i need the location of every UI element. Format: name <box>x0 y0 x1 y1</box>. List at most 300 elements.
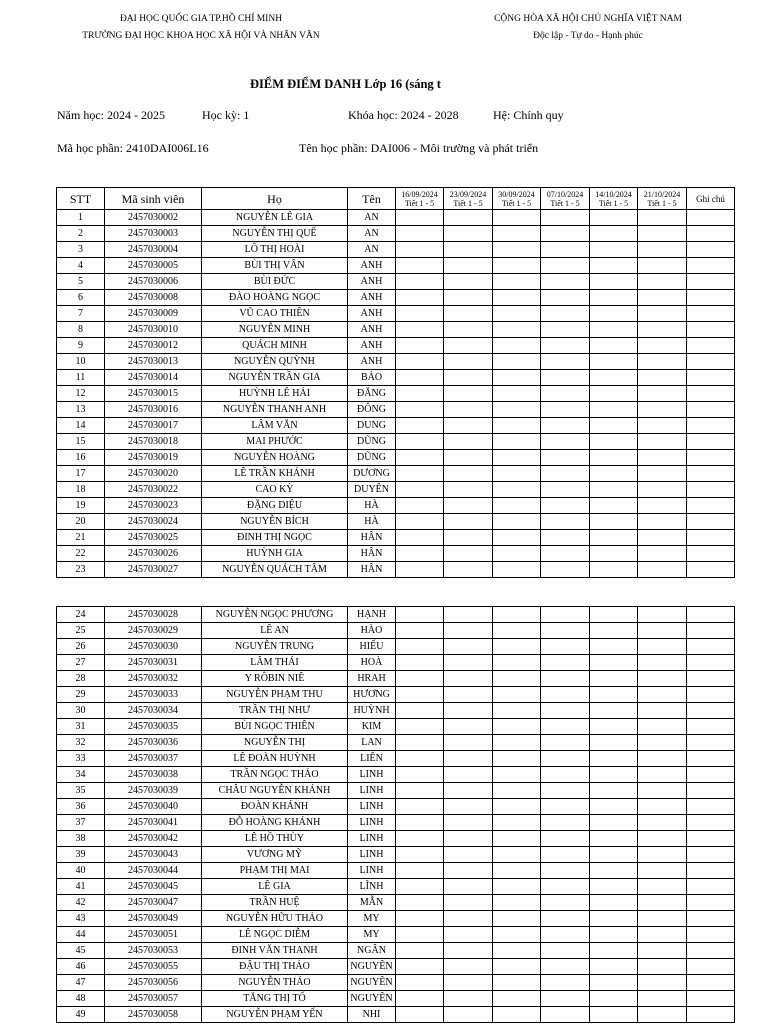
attendance-cell <box>638 258 687 274</box>
semester: Học kỳ: 1 <box>202 108 250 122</box>
attendance-cell <box>444 815 493 831</box>
last-name-cell: ĐỖ HOÀNG KHÁNH <box>202 815 348 831</box>
attendance-cell <box>493 687 541 703</box>
attendance-cell <box>396 879 444 895</box>
student-id-cell: 2457030029 <box>105 623 202 639</box>
faculty-name: TRƯỜNG ĐẠI HỌC KHOA HỌC XÃ HỘI VÀ NHÂN VĂN <box>82 31 320 41</box>
attendance-cell <box>590 418 638 434</box>
attendance-cell <box>396 546 444 562</box>
student-row <box>57 482 735 498</box>
session-date: 14/10/2024 <box>595 189 632 199</box>
attendance-cell <box>638 639 687 655</box>
student-row <box>57 242 735 258</box>
attendance-cell <box>541 450 590 466</box>
attendance-cell <box>638 386 687 402</box>
attendance-cell <box>638 879 687 895</box>
attendance-cell <box>638 911 687 927</box>
stt-cell: 36 <box>57 799 105 815</box>
first-name-cell: LAN <box>348 735 396 751</box>
first-name-cell: ANH <box>348 354 396 370</box>
first-name-cell: DUYÊN <box>348 482 396 498</box>
attendance-cell <box>493 639 541 655</box>
first-name-cell: LINH <box>348 815 396 831</box>
last-name-cell: NGUYỄN THANH ANH <box>202 402 348 418</box>
attendance-cell <box>590 687 638 703</box>
attendance-cell <box>396 226 444 242</box>
student-id-cell: 2457030033 <box>105 687 202 703</box>
last-name-cell: PHẠM THỊ MAI <box>202 863 348 879</box>
attendance-cell <box>541 338 590 354</box>
last-name-cell: NGUYỄN PHẠM THU <box>202 687 348 703</box>
stt-cell: 8 <box>57 322 105 338</box>
stt-cell: 13 <box>57 402 105 418</box>
session-period: Tiết 1 - 5 <box>598 198 629 208</box>
first-name-cell: AN <box>348 226 396 242</box>
attendance-cell <box>638 242 687 258</box>
attendance-cell <box>590 354 638 370</box>
first-name-cell: HIẾU <box>348 639 396 655</box>
attendance-cell <box>638 434 687 450</box>
attendance-cell <box>444 927 493 943</box>
attendance-cell <box>590 210 638 226</box>
attendance-cell <box>541 418 590 434</box>
note-cell <box>687 735 735 751</box>
student-id-cell: 2457030051 <box>105 927 202 943</box>
student-row <box>57 1007 735 1023</box>
student-row <box>57 687 735 703</box>
attendance-cell <box>638 482 687 498</box>
attendance-cell <box>444 242 493 258</box>
attendance-cell <box>590 815 638 831</box>
note-cell <box>687 482 735 498</box>
attendance-cell <box>493 767 541 783</box>
attendance-cell <box>590 434 638 450</box>
attendance-cell <box>541 799 590 815</box>
student-id-cell: 2457030017 <box>105 418 202 434</box>
attendance-cell <box>638 370 687 386</box>
student-row <box>57 562 735 578</box>
attendance-cell <box>396 482 444 498</box>
attendance-cell <box>590 655 638 671</box>
attendance-cell <box>396 927 444 943</box>
note-cell <box>687 274 735 290</box>
attendance-cell <box>444 546 493 562</box>
stt-cell: 32 <box>57 735 105 751</box>
attendance-cell <box>541 815 590 831</box>
session-date: 30/09/2024 <box>498 189 535 199</box>
attendance-cell <box>590 911 638 927</box>
student-row <box>57 655 735 671</box>
attendance-cell <box>444 418 493 434</box>
student-row <box>57 386 735 402</box>
attendance-cell <box>493 895 541 911</box>
student-rows-part2 <box>57 607 735 1023</box>
attendance-cell <box>638 338 687 354</box>
attendance-cell <box>444 735 493 751</box>
attendance-cell <box>541 671 590 687</box>
stt-cell: 14 <box>57 418 105 434</box>
attendance-cell <box>493 338 541 354</box>
stt-cell: 45 <box>57 943 105 959</box>
student-id-cell: 2457030034 <box>105 703 202 719</box>
session-date: 21/10/2024 <box>643 189 681 199</box>
note-cell <box>687 258 735 274</box>
attendance-cell <box>396 943 444 959</box>
attendance-cell <box>541 290 590 306</box>
stt-cell: 12 <box>57 386 105 402</box>
stt-cell: 40 <box>57 863 105 879</box>
attendance-cell <box>444 210 493 226</box>
attendance-cell <box>493 386 541 402</box>
first-name-cell: ANH <box>348 306 396 322</box>
attendance-cell <box>541 911 590 927</box>
attendance-cell <box>493 450 541 466</box>
attendance-cell <box>396 306 444 322</box>
attendance-cell <box>396 671 444 687</box>
first-name-cell: ANH <box>348 322 396 338</box>
attendance-cell <box>444 338 493 354</box>
attendance-cell <box>396 735 444 751</box>
first-name-cell: BẢO <box>348 370 396 386</box>
student-id-cell: 2457030049 <box>105 911 202 927</box>
first-name-cell: ĐĂNG <box>348 386 396 402</box>
attendance-cell <box>493 783 541 799</box>
first-name-cell: NGUYÊN <box>348 991 396 1007</box>
last-name-cell: ĐẬU THỊ THẢO <box>202 959 348 975</box>
attendance-cell <box>541 242 590 258</box>
first-name-cell: LINH <box>348 799 396 815</box>
first-name-cell: ANH <box>348 338 396 354</box>
student-row <box>57 530 735 546</box>
last-name-cell: Y RÔBIN NIÊ <box>202 671 348 687</box>
attendance-cell <box>493 274 541 290</box>
attendance-cell <box>590 338 638 354</box>
attendance-cell <box>541 847 590 863</box>
stt-cell: 20 <box>57 514 105 530</box>
student-row <box>57 354 735 370</box>
first-name-cell: HẠNH <box>348 607 396 623</box>
attendance-cell <box>493 546 541 562</box>
stt-cell: 28 <box>57 671 105 687</box>
student-id-cell: 2457030055 <box>105 959 202 975</box>
attendance-cell <box>444 434 493 450</box>
student-row <box>57 719 735 735</box>
attendance-cell <box>396 719 444 735</box>
note-cell <box>687 655 735 671</box>
attendance-cell <box>638 975 687 991</box>
attendance-cell <box>493 322 541 338</box>
attendance-cell <box>541 751 590 767</box>
national-header <box>448 11 728 45</box>
attendance-cell <box>541 735 590 751</box>
stt-cell: 7 <box>57 306 105 322</box>
attendance-cell <box>493 991 541 1007</box>
attendance-cell <box>444 562 493 578</box>
student-id-cell: 2457030004 <box>105 242 202 258</box>
attendance-cell <box>444 799 493 815</box>
attendance-cell <box>541 210 590 226</box>
stt-cell: 44 <box>57 927 105 943</box>
attendance-cell <box>444 991 493 1007</box>
stt-cell: 23 <box>57 562 105 578</box>
last-name-cell: NGUYỄN THẢO <box>202 975 348 991</box>
attendance-cell <box>396 1007 444 1023</box>
attendance-cell <box>493 703 541 719</box>
stt-cell: 5 <box>57 274 105 290</box>
attendance-cell <box>444 863 493 879</box>
attendance-cell <box>541 1007 590 1023</box>
note-cell <box>687 1007 735 1023</box>
stt-cell: 38 <box>57 831 105 847</box>
attendance-cell <box>541 258 590 274</box>
document-title: ĐIỂM ĐIỂM DANH Lớp 16 (sáng t <box>250 77 441 91</box>
attendance-cell <box>396 959 444 975</box>
attendance-cell <box>493 562 541 578</box>
last-name-cell: LÂM VĂN <box>202 418 348 434</box>
student-row <box>57 783 735 799</box>
attendance-cell <box>396 322 444 338</box>
note-cell <box>687 943 735 959</box>
attendance-cell <box>638 799 687 815</box>
attendance-cell <box>638 514 687 530</box>
attendance-cell <box>541 719 590 735</box>
attendance-cell <box>541 386 590 402</box>
student-row <box>57 863 735 879</box>
attendance-cell <box>541 943 590 959</box>
attendance-cell <box>638 418 687 434</box>
attendance-cell <box>396 767 444 783</box>
attendance-cell <box>444 751 493 767</box>
study-system: Hệ: Chính quy <box>493 108 564 122</box>
first-name-cell: HÀ <box>348 498 396 514</box>
attendance-cell <box>638 466 687 482</box>
attendance-cell <box>590 719 638 735</box>
note-cell <box>687 847 735 863</box>
attendance-cell <box>541 783 590 799</box>
attendance-cell <box>396 466 444 482</box>
note-cell <box>687 767 735 783</box>
student-rows-part1 <box>57 210 735 578</box>
note-cell <box>687 831 735 847</box>
attendance-cell <box>493 354 541 370</box>
last-name-cell: ĐÀO HOÀNG NGỌC <box>202 290 348 306</box>
note-cell <box>687 450 735 466</box>
last-name-cell: HUỲNH LÊ HẢI <box>202 386 348 402</box>
attendance-cell <box>541 306 590 322</box>
stt-cell: 21 <box>57 530 105 546</box>
student-id-cell: 2457030013 <box>105 354 202 370</box>
attendance-cell <box>541 434 590 450</box>
attendance-cell <box>396 386 444 402</box>
attendance-cell <box>396 402 444 418</box>
last-name-cell: NGUYỄN LÊ GIA <box>202 210 348 226</box>
stt-cell: 3 <box>57 242 105 258</box>
first-name-cell: HOÀ <box>348 655 396 671</box>
first-name-cell: HÀO <box>348 623 396 639</box>
attendance-cell <box>493 466 541 482</box>
attendance-cell <box>493 402 541 418</box>
attendance-cell <box>493 370 541 386</box>
attendance-cell <box>396 290 444 306</box>
note-cell <box>687 418 735 434</box>
attendance-cell <box>638 943 687 959</box>
student-id-cell: 2457030041 <box>105 815 202 831</box>
attendance-cell <box>590 386 638 402</box>
note-cell <box>687 719 735 735</box>
attendance-cell <box>396 991 444 1007</box>
attendance-cell <box>444 370 493 386</box>
attendance-cell <box>493 258 541 274</box>
last-name-cell: QUÁCH MINH <box>202 338 348 354</box>
attendance-cell <box>396 258 444 274</box>
university-name: ĐẠI HỌC QUỐC GIA TP.HỒ CHÍ MINH <box>119 14 283 24</box>
attendance-cell <box>541 831 590 847</box>
student-row <box>57 671 735 687</box>
attendance-cell <box>590 959 638 975</box>
student-row <box>57 402 735 418</box>
session-header <box>638 188 687 210</box>
stt-cell: 10 <box>57 354 105 370</box>
attendance-cell <box>541 879 590 895</box>
stt-cell: 25 <box>57 623 105 639</box>
student-row <box>57 306 735 322</box>
student-id-cell: 2457030053 <box>105 943 202 959</box>
course-name: Tên học phần: DAI006 - Môi trường và phát triển <box>299 141 539 155</box>
attendance-cell <box>590 258 638 274</box>
stt-cell: 15 <box>57 434 105 450</box>
attendance-cell <box>396 354 444 370</box>
note-cell <box>687 306 735 322</box>
student-row <box>57 623 735 639</box>
note-cell <box>687 434 735 450</box>
attendance-cell <box>444 767 493 783</box>
stt-cell: 1 <box>57 210 105 226</box>
attendance-cell <box>396 514 444 530</box>
attendance-cell <box>541 322 590 338</box>
last-name-cell: ĐOÀN KHÁNH <box>202 799 348 815</box>
student-id-cell: 2457030045 <box>105 879 202 895</box>
student-row <box>57 546 735 562</box>
stt-cell: 41 <box>57 879 105 895</box>
last-name-cell: NGUYỄN PHẠM YẾN <box>202 1007 348 1023</box>
student-row <box>57 639 735 655</box>
attendance-cell <box>444 1007 493 1023</box>
student-row <box>57 831 735 847</box>
note-cell <box>687 514 735 530</box>
last-name-cell: HUỲNH GIA <box>202 546 348 562</box>
attendance-cell <box>444 402 493 418</box>
attendance-cell <box>444 623 493 639</box>
note-cell <box>687 863 735 879</box>
first-name-cell: LINH <box>348 863 396 879</box>
student-row <box>57 879 735 895</box>
attendance-cell <box>541 562 590 578</box>
stt-cell: 39 <box>57 847 105 863</box>
first-name-cell: HÀ <box>348 514 396 530</box>
last-name-header: Họ <box>202 188 348 210</box>
attendance-cell <box>396 450 444 466</box>
attendance-cell <box>444 703 493 719</box>
attendance-cell <box>396 623 444 639</box>
note-cell <box>687 975 735 991</box>
attendance-cell <box>638 290 687 306</box>
last-name-cell: TRẦN THỊ NHƯ <box>202 703 348 719</box>
attendance-cell <box>590 370 638 386</box>
first-name-cell: LINH <box>348 831 396 847</box>
attendance-cell <box>444 226 493 242</box>
note-cell <box>687 354 735 370</box>
attendance-cell <box>638 959 687 975</box>
student-id-cell: 2457030037 <box>105 751 202 767</box>
attendance-cell <box>493 751 541 767</box>
stt-cell: 35 <box>57 783 105 799</box>
note-cell <box>687 991 735 1007</box>
student-id-cell: 2457030031 <box>105 655 202 671</box>
attendance-cell <box>493 210 541 226</box>
student-row <box>57 847 735 863</box>
attendance-cell <box>541 895 590 911</box>
attendance-cell <box>493 418 541 434</box>
note-cell <box>687 226 735 242</box>
student-id-cell: 2457030024 <box>105 514 202 530</box>
attendance-cell <box>638 751 687 767</box>
attendance-cell <box>444 498 493 514</box>
attendance-cell <box>638 847 687 863</box>
first-name-cell: HRAH <box>348 671 396 687</box>
attendance-cell <box>444 450 493 466</box>
session-date: 16/09/2024 <box>401 189 438 199</box>
attendance-cell <box>590 671 638 687</box>
first-name-cell: LINH <box>348 767 396 783</box>
attendance-cell <box>444 831 493 847</box>
student-id-cell: 2457030016 <box>105 402 202 418</box>
first-name-cell: HÂN <box>348 530 396 546</box>
attendance-cell <box>541 863 590 879</box>
note-cell <box>687 498 735 514</box>
attendance-cell <box>396 831 444 847</box>
attendance-cell <box>638 210 687 226</box>
note-cell <box>687 210 735 226</box>
stt-cell: 27 <box>57 655 105 671</box>
first-name-cell: NGUYÊN <box>348 975 396 991</box>
attendance-cell <box>541 370 590 386</box>
attendance-cell <box>493 1007 541 1023</box>
student-id-cell: 2457030018 <box>105 434 202 450</box>
student-id-cell: 2457030032 <box>105 671 202 687</box>
attendance-cell <box>493 530 541 546</box>
stt-cell: 26 <box>57 639 105 655</box>
attendance-cell <box>444 847 493 863</box>
attendance-cell <box>541 639 590 655</box>
attendance-cell <box>590 546 638 562</box>
attendance-cell <box>590 306 638 322</box>
last-name-cell: NGUYỄN QUỲNH <box>202 354 348 370</box>
first-name-cell: LIÊN <box>348 751 396 767</box>
attendance-cell <box>590 466 638 482</box>
attendance-cell <box>444 895 493 911</box>
attendance-cell <box>541 514 590 530</box>
last-name-cell: NGUYỄN TRUNG <box>202 639 348 655</box>
student-id-cell: 2457030023 <box>105 498 202 514</box>
session-header <box>590 188 638 210</box>
note-cell <box>687 911 735 927</box>
first-name-cell: MẪN <box>348 895 396 911</box>
last-name-cell: NGUYỄN NGỌC PHƯƠNG <box>202 607 348 623</box>
student-id-cell: 2457030028 <box>105 607 202 623</box>
student-row <box>57 911 735 927</box>
attendance-cell <box>396 418 444 434</box>
session-header <box>444 188 493 210</box>
